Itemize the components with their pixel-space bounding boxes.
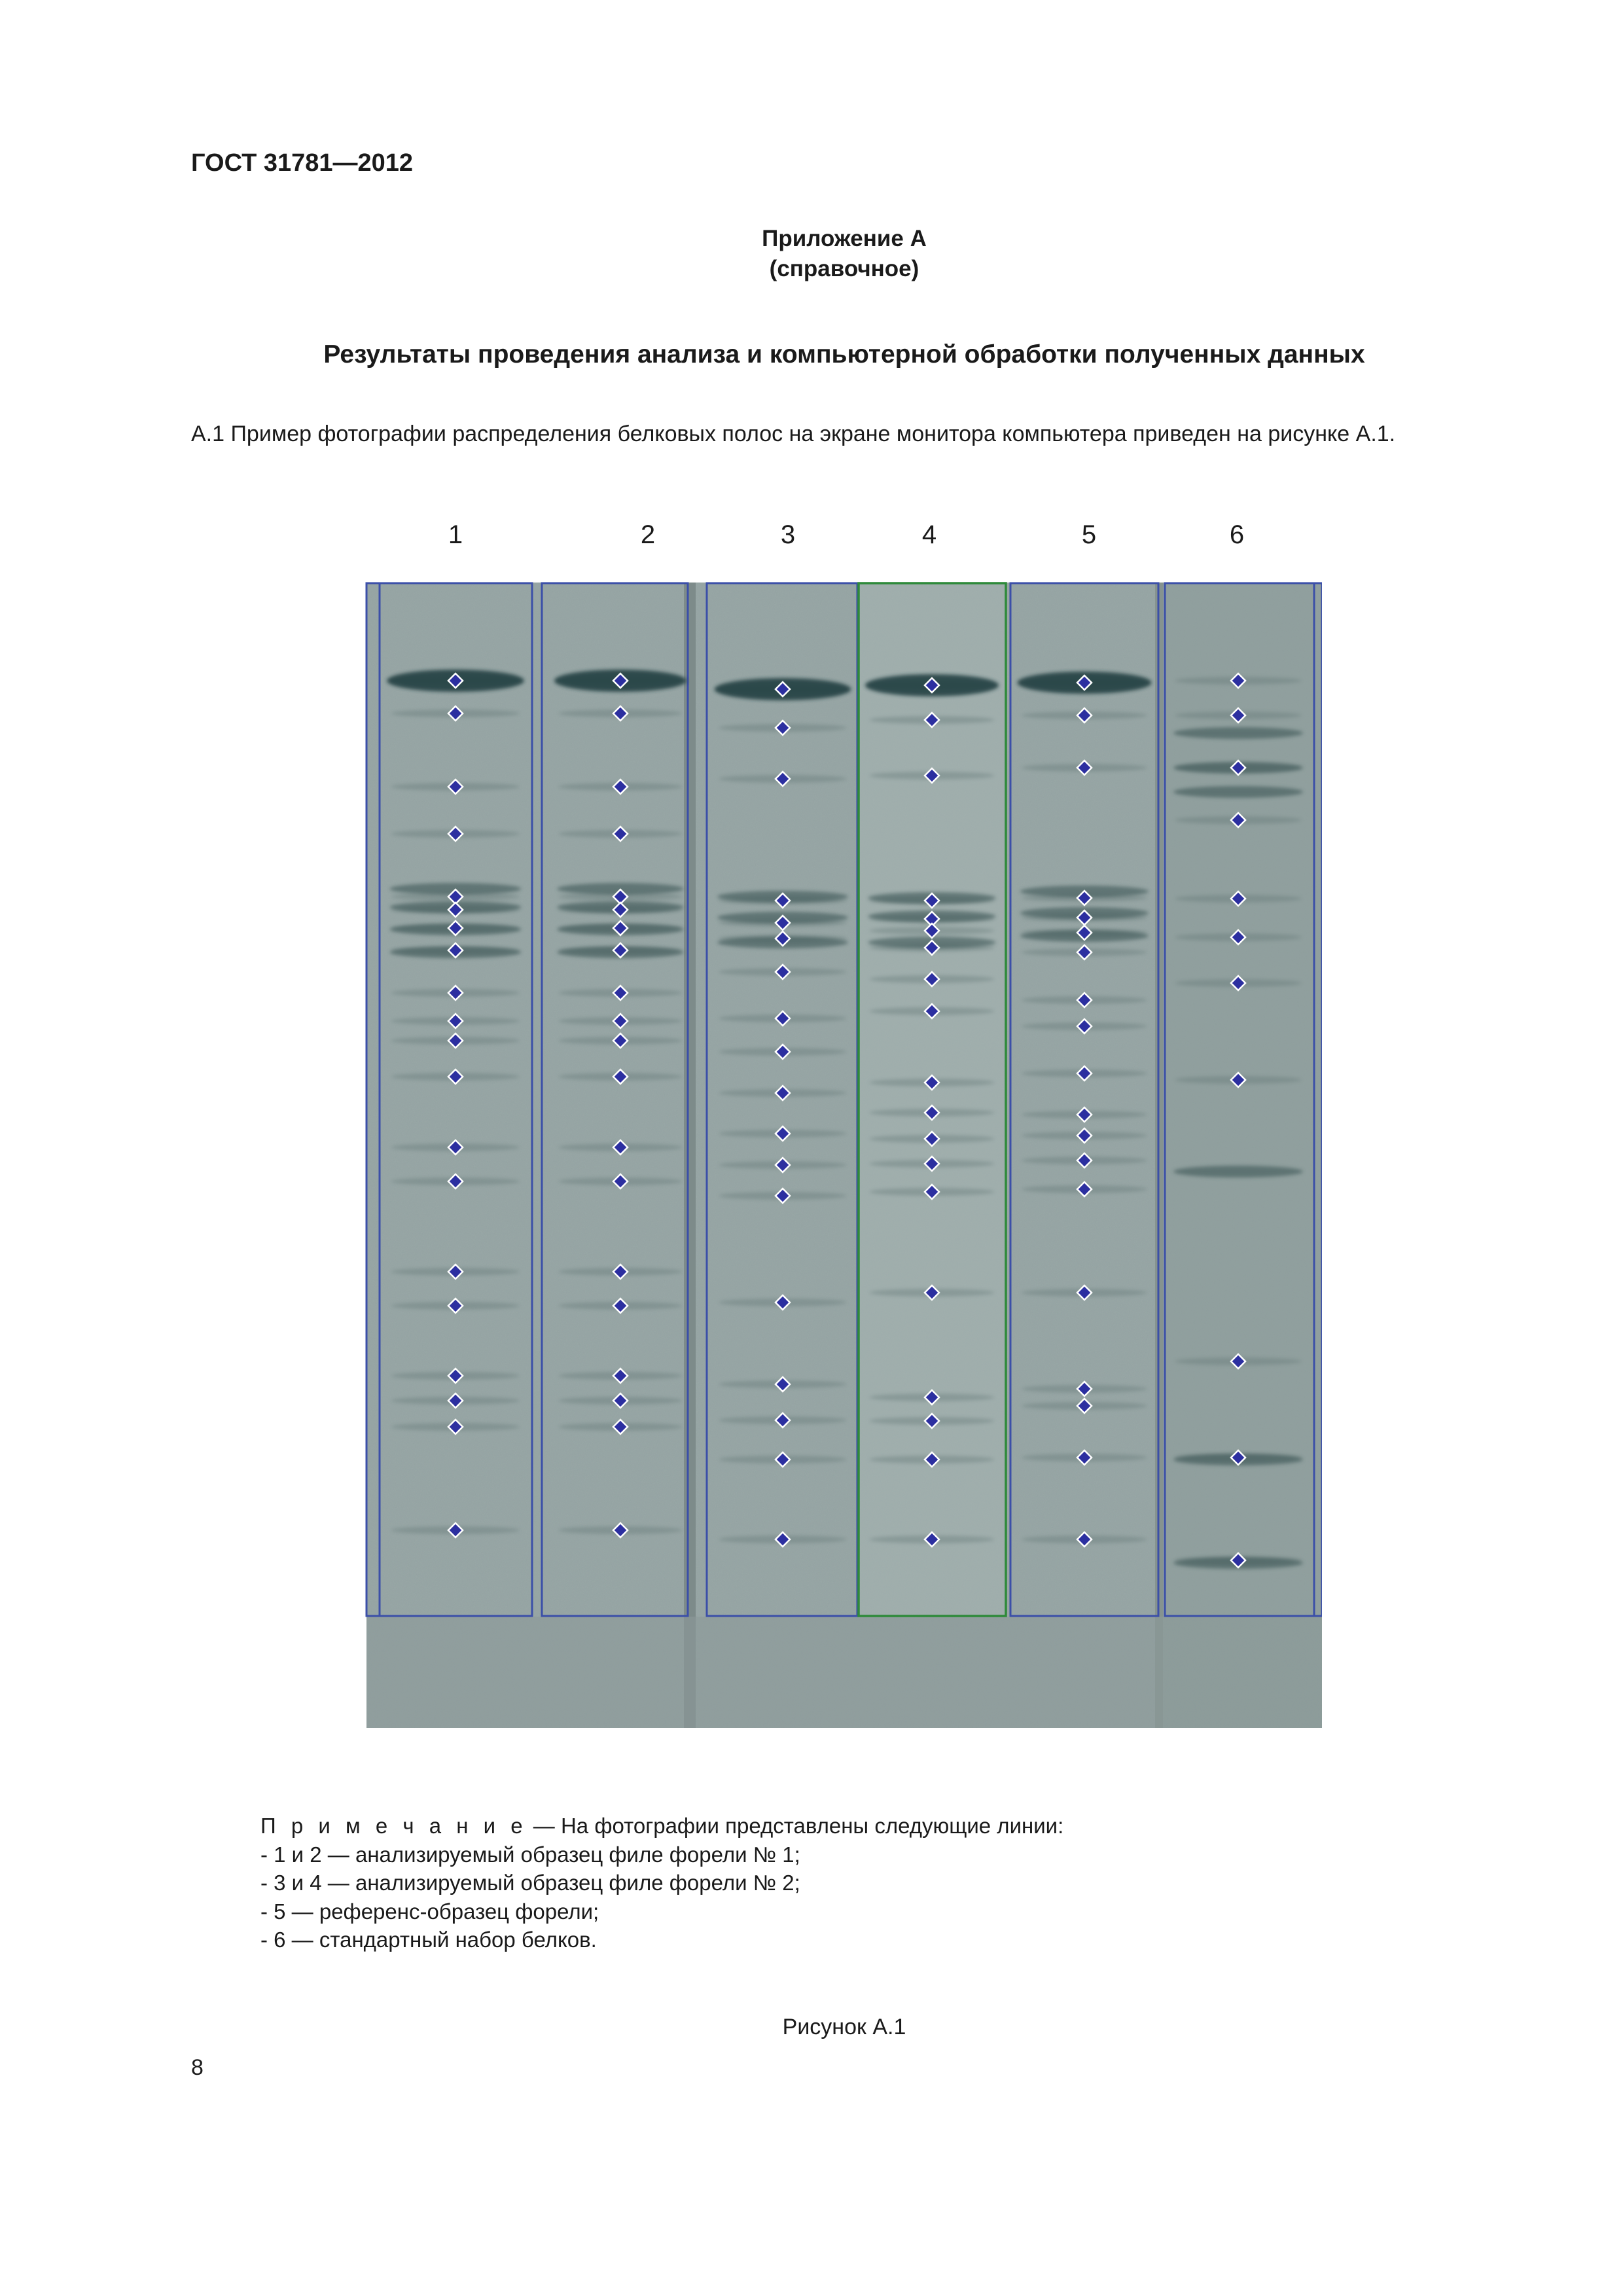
lane-label-2: 2 — [640, 520, 656, 549]
lane-6-strong-band-3 — [1173, 786, 1303, 798]
document-header: ГОСТ 31781—2012 — [191, 149, 414, 177]
section-heading: Результаты проведения анализа и компьютерной обработки полученных данных — [323, 340, 1365, 368]
note-intro: — На фотографии представлены следующие линии: — [527, 1814, 1064, 1838]
paragraph-a1: А.1 Пример фотографии распределения белковых полос на экране монитора компьютера приведен на рисунке А.1. — [191, 422, 1396, 446]
annex-title: Приложение А — [762, 226, 927, 251]
note-item-3: - 5 — референс-образец форели; — [260, 1899, 599, 1924]
note-item-2: - 3 и 4 — анализируемый образец филе форели № 2; — [260, 1871, 800, 1895]
note-item-1: - 1 и 2 — анализируемый образец филе форели № 1; — [260, 1842, 800, 1867]
lane-label-1: 1 — [448, 520, 463, 549]
lane-6-strong-band-1 — [1173, 727, 1303, 739]
gel-separator-left — [684, 583, 696, 1728]
lane-label-4: 4 — [921, 520, 937, 549]
lane-label-6: 6 — [1229, 520, 1245, 549]
figure-note — [260, 1812, 1063, 1954]
note-prefix: П р и м е ч а н и е — [260, 1814, 527, 1838]
note-item-4: - 6 — стандартный набор белков. — [260, 1928, 597, 1952]
lane-label-3: 3 — [780, 520, 796, 549]
annex-subtitle: (справочное) — [769, 256, 919, 281]
lane-6-strong-band-4 — [1173, 1166, 1303, 1177]
lane-label-5: 5 — [1081, 520, 1097, 549]
lane-number-labels — [448, 520, 1244, 549]
lane-6-darker-panel — [1163, 583, 1322, 1728]
gel-plate — [366, 583, 1322, 1728]
page-number: 8 — [191, 2055, 204, 2080]
figure-caption: Рисунок А.1 — [782, 2015, 906, 2039]
annex-title-block — [0, 224, 1623, 284]
gel-electrophoresis-image — [360, 517, 1322, 1728]
note-line-intro — [260, 1812, 1063, 1840]
